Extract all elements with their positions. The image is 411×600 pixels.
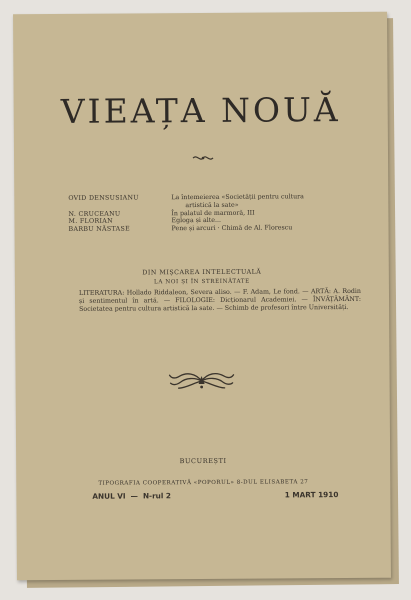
contents-title: artistică la sate» — [185, 201, 239, 209]
contents-title: La întemeierea «Societății pentru cultura — [171, 193, 304, 202]
issue-year: ANUL VI — [92, 491, 126, 501]
table-of-contents — [68, 193, 368, 234]
contents-title: Pene și arcuri · Chimă de Al. Florescu — [171, 224, 293, 233]
issue-number: N-rul 2 — [142, 491, 172, 501]
vine-ornament-icon — [191, 153, 215, 163]
contents-title: În palatul de marmoră, III — [171, 209, 255, 217]
issue-line — [92, 490, 338, 501]
contents-row — [69, 224, 369, 234]
section-subheading: LA NOI ȘI ÎN STREINĂTATE — [153, 278, 250, 286]
contents-author: M. FLORIAN — [68, 218, 113, 226]
publication-city: BUCUREȘTI — [179, 456, 227, 466]
printer-line: TIPOGRAFIA COOPERATIVĂ «POPORUL» 8-DUL ELISABETA 27 — [98, 479, 309, 487]
contents-title: Egloga și alte... — [171, 217, 221, 225]
fleuron-ornament-icon — [169, 369, 235, 393]
magazine-cover — [13, 12, 391, 581]
contents-author: OVID DENSUSIANU — [68, 194, 139, 202]
issue-dash: — — [130, 491, 138, 501]
contents-author: BARBU NĂSTASE — [68, 225, 130, 234]
section-heading: DIN MIȘCAREA INTELECTUALĂ — [142, 268, 262, 277]
section-summary: LITERATURA: Hollado Riddaleon, Severa aliso. — F. Adam, Le fond. — ARTĂ: A. Rodin și sentimentul în artă. — FILOLOGIE: Dicționarul Academiei. — ÎNVĂȚĂMÂNT: Societatea pentru cultura artistică la sate. — Schimb de profesori între Universități. — [78, 287, 362, 313]
issue-date: 1 MART 1910 — [284, 490, 339, 500]
contents-author: N. CRUCEANU — [68, 210, 121, 218]
magazine-title: VIEAȚA NOUĂ — [60, 90, 341, 131]
